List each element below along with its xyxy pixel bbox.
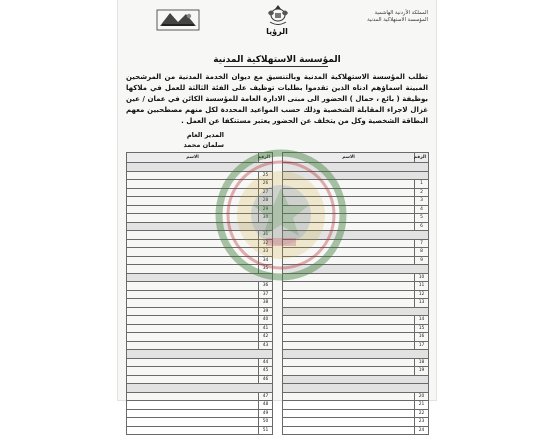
table-row (283, 180, 429, 189)
table-row (127, 188, 273, 197)
row-number: 32 (259, 239, 273, 248)
table-row (127, 231, 273, 240)
table-section-header (127, 350, 273, 359)
organization-name-block (340, 10, 428, 24)
candidate-table-left-column (126, 152, 272, 435)
candidate-name (283, 333, 415, 342)
row-number: 14 (415, 316, 429, 325)
candidate-name (283, 273, 415, 282)
row-number: 46 (259, 375, 273, 384)
table-row (283, 333, 429, 342)
row-number: 8 (415, 248, 429, 257)
table-row (283, 299, 429, 308)
table-row (283, 222, 429, 231)
table-row (283, 197, 429, 206)
candidate-name (283, 290, 415, 299)
row-number: 10 (415, 273, 429, 282)
table-row (127, 239, 273, 248)
table-row (283, 205, 429, 214)
candidate-name (127, 231, 259, 240)
candidate-name (127, 375, 259, 384)
candidate-name (283, 188, 415, 197)
candidate-name (127, 316, 259, 325)
row-number: 34 (259, 256, 273, 265)
row-number: 26 (259, 180, 273, 189)
row-number: 25 (259, 171, 273, 180)
row-number: 5 (415, 214, 429, 223)
table-row (127, 248, 273, 257)
row-number: 16 (415, 333, 429, 342)
table-section-header (127, 222, 273, 231)
table-row (283, 367, 429, 376)
row-number: 47 (259, 392, 273, 401)
candidate-name (127, 409, 259, 418)
candidate-name (127, 188, 259, 197)
signature-name: سلمان محمد (183, 141, 224, 149)
candidate-rows-right (283, 163, 429, 435)
candidate-table-right (282, 152, 429, 435)
candidate-name (127, 180, 259, 189)
table-row (127, 341, 273, 350)
candidate-name (283, 205, 415, 214)
table-row (127, 256, 273, 265)
row-number: 9 (415, 256, 429, 265)
section-header-text (283, 350, 429, 359)
row-number: 36 (259, 282, 273, 291)
table-row (283, 282, 429, 291)
candidate-name (127, 239, 259, 248)
row-number: 13 (415, 299, 429, 308)
table-row (127, 307, 273, 316)
section-header-text (283, 231, 429, 240)
section-header-text (283, 384, 429, 393)
row-number: 51 (259, 426, 273, 435)
section-header-text (283, 163, 429, 172)
organization-name-line2: المؤسسة الاستهلاكية المدنية (367, 17, 428, 23)
candidate-name (283, 324, 415, 333)
candidate-name (283, 180, 415, 189)
table-row (127, 290, 273, 299)
table-row (283, 239, 429, 248)
candidate-name (283, 256, 415, 265)
row-number: 38 (259, 299, 273, 308)
candidate-name (283, 248, 415, 257)
row-number: 28 (259, 197, 273, 206)
candidate-name (127, 265, 259, 274)
candidate-name (127, 324, 259, 333)
row-number: 37 (259, 290, 273, 299)
candidate-name (283, 299, 415, 308)
candidate-table-left (126, 152, 273, 435)
table-row (283, 324, 429, 333)
table-section-header (283, 384, 429, 393)
header-name: الاسم (127, 153, 259, 163)
candidate-name (127, 299, 259, 308)
candidate-tables (126, 152, 428, 433)
candidate-name (127, 307, 259, 316)
row-number: 2 (415, 188, 429, 197)
candidate-name (127, 401, 259, 410)
table-row (283, 341, 429, 350)
row-number: 50 (259, 418, 273, 427)
row-number: 15 (415, 324, 429, 333)
candidate-name (283, 316, 415, 325)
row-number: 7 (415, 239, 429, 248)
candidate-name (283, 222, 415, 231)
organization-name-line1: المملكة الأردنية الهاشمية (374, 10, 428, 16)
row-number: 4 (415, 205, 429, 214)
candidate-rows-left (127, 163, 273, 435)
table-header-row (283, 153, 429, 163)
institution-logo-icon (156, 8, 200, 32)
candidate-name (127, 392, 259, 401)
table-row (283, 392, 429, 401)
table-section-header (283, 350, 429, 359)
table-row (127, 282, 273, 291)
letterhead (118, 0, 436, 54)
table-row (127, 214, 273, 223)
section-header-text (127, 273, 273, 282)
section-header-text (127, 163, 273, 172)
row-number: 48 (259, 401, 273, 410)
table-row (283, 188, 429, 197)
table-section-header (283, 231, 429, 240)
candidate-name (127, 171, 259, 180)
table-row (127, 299, 273, 308)
row-number: 12 (415, 290, 429, 299)
section-header-text (283, 171, 429, 180)
table-row (283, 358, 429, 367)
candidate-name (283, 282, 415, 291)
candidate-name (283, 358, 415, 367)
candidate-name (127, 367, 259, 376)
table-row (127, 418, 273, 427)
table-row (127, 367, 273, 376)
table-row (127, 358, 273, 367)
row-number: 40 (259, 316, 273, 325)
candidate-name (283, 367, 415, 376)
candidate-name (127, 256, 259, 265)
table-row (127, 426, 273, 435)
table-row (283, 273, 429, 282)
candidate-name (127, 282, 259, 291)
table-row (127, 197, 273, 206)
row-number: 17 (415, 341, 429, 350)
candidate-name (127, 197, 259, 206)
row-number: 18 (415, 358, 429, 367)
table-row (283, 409, 429, 418)
table-section-header (283, 307, 429, 316)
jordan-crest-icon (264, 2, 292, 28)
table-row (127, 392, 273, 401)
title-underline (224, 66, 328, 67)
section-header-text (283, 375, 429, 384)
table-row (283, 316, 429, 325)
candidate-name (127, 418, 259, 427)
row-number: 27 (259, 188, 273, 197)
row-number: 45 (259, 367, 273, 376)
table-section-header (283, 171, 429, 180)
candidate-name (127, 333, 259, 342)
header-number: الرقم (259, 153, 273, 163)
row-number: 43 (259, 341, 273, 350)
table-row (127, 316, 273, 325)
table-section-header (283, 375, 429, 384)
candidate-name (127, 290, 259, 299)
document-title: المؤسسة الاستهلاكية المدنية (213, 55, 341, 65)
candidate-name (127, 214, 259, 223)
row-number: 19 (415, 367, 429, 376)
table-row (127, 205, 273, 214)
table-row (283, 248, 429, 257)
table-section-header (127, 273, 273, 282)
table-row (127, 375, 273, 384)
section-header-text (127, 384, 273, 393)
row-number: 41 (259, 324, 273, 333)
table-row (127, 180, 273, 189)
section-header-text (127, 350, 273, 359)
row-number: 39 (259, 307, 273, 316)
document-page (118, 0, 436, 433)
row-number: 22 (415, 409, 429, 418)
table-row (283, 214, 429, 223)
table-section-header (127, 163, 273, 172)
header-name: الاسم (283, 153, 415, 163)
row-number: 20 (415, 392, 429, 401)
candidate-name (127, 358, 259, 367)
table-section-header (127, 384, 273, 393)
row-number: 33 (259, 248, 273, 257)
row-number: 3 (415, 197, 429, 206)
row-number: 49 (259, 409, 273, 418)
row-number: 44 (259, 358, 273, 367)
candidate-name (283, 239, 415, 248)
candidate-name (283, 401, 415, 410)
table-row (127, 401, 273, 410)
table-section-header (283, 163, 429, 172)
row-number: 29 (259, 205, 273, 214)
table-row (283, 426, 429, 435)
row-number: 21 (415, 401, 429, 410)
table-section-header (283, 265, 429, 274)
table-row (127, 409, 273, 418)
table-row (283, 290, 429, 299)
candidate-name (127, 426, 259, 435)
row-number: 1 (415, 180, 429, 189)
row-number: 23 (415, 418, 429, 427)
row-number: 24 (415, 426, 429, 435)
table-row (127, 265, 273, 274)
section-header-text (283, 265, 429, 274)
table-row (283, 418, 429, 427)
candidate-name (127, 341, 259, 350)
candidate-name (283, 409, 415, 418)
candidate-name (283, 197, 415, 206)
candidate-name (283, 341, 415, 350)
vision-label: الرؤيا (266, 27, 288, 36)
candidate-name (283, 214, 415, 223)
announcement-body: تطلب المؤسسة الاستهلاكية المدنية وبالتنسيق مع ديوان الخدمة المدنية من المرشحين المبينة اسماؤهم ادناه الذين تقدموا بطلبات توظيف على الفئة الثالثة للعمل في ملاكها بوظيفة ( بائع ، حمال ) الحضور الى مبنى الادارة العامة للمؤسسة الكائن في عمان / عين غزال لاجراء المقابلة الشخصية وذلك حسب المواعيد المحددة لكل منهم مصطحبين معهم البطاقة الشخصية وكل من يتخلف عن الحضور يعتبر مستنكفا عن العمل . (126, 73, 428, 125)
row-number: 35 (259, 265, 273, 274)
row-number: 6 (415, 222, 429, 231)
candidate-name (283, 426, 415, 435)
row-number: 42 (259, 333, 273, 342)
table-row (127, 171, 273, 180)
signature-title: المدير العام (186, 131, 224, 139)
table-row (283, 401, 429, 410)
table-row (127, 324, 273, 333)
candidate-name (283, 418, 415, 427)
table-header-row (127, 153, 273, 163)
candidate-name (127, 248, 259, 257)
candidate-table-right-column (282, 152, 428, 435)
table-row (283, 256, 429, 265)
candidate-name (127, 205, 259, 214)
row-number: 31 (259, 231, 273, 240)
table-row (127, 333, 273, 342)
section-header-text (127, 222, 273, 231)
row-number: 11 (415, 282, 429, 291)
row-number: 30 (259, 214, 273, 223)
candidate-name (283, 392, 415, 401)
header-number: الرقم (415, 153, 429, 163)
section-header-text (283, 307, 429, 316)
